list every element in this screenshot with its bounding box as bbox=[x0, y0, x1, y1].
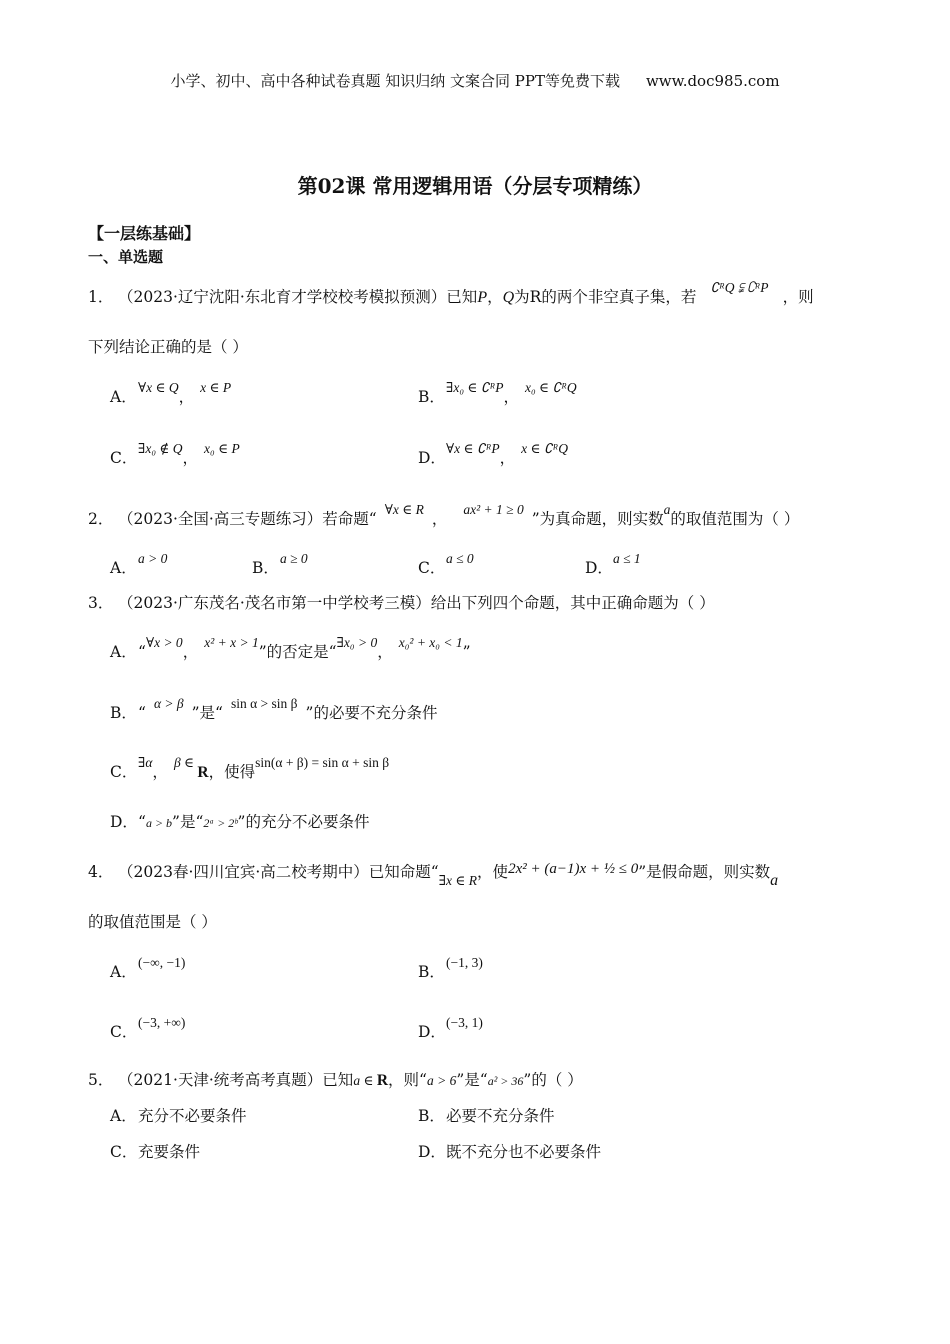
option-3C[interactable] bbox=[110, 755, 390, 782]
math-expression: ∀x ∈ R bbox=[384, 502, 424, 517]
question-number: 4． bbox=[88, 863, 114, 881]
question-text: ，则 bbox=[782, 288, 814, 306]
math-expression: ∃x ∈ R bbox=[438, 873, 478, 888]
option-label: B． bbox=[252, 559, 279, 577]
math-expression: ∃x₀ ∉ Q bbox=[138, 441, 183, 456]
math-var: a bbox=[770, 872, 779, 889]
option-label: C． bbox=[110, 763, 138, 781]
option-4C[interactable] bbox=[110, 1015, 186, 1042]
question-1 bbox=[88, 280, 814, 307]
punct: ， bbox=[152, 763, 168, 781]
math-expression: a ∈ bbox=[353, 1073, 377, 1088]
math-var: a bbox=[663, 502, 671, 517]
question-text: ，使 bbox=[477, 863, 509, 881]
option-1B[interactable] bbox=[418, 380, 577, 407]
question-number: 5． bbox=[88, 1071, 114, 1089]
math-expression: ∃x₀ > 0 bbox=[336, 635, 378, 650]
option-text: ，使得 bbox=[208, 763, 256, 781]
math-expression: (−3, +∞) bbox=[138, 1015, 186, 1030]
option-text: 既不充分也不必要条件 bbox=[446, 1143, 602, 1161]
math-expression: (−1, 3) bbox=[446, 955, 483, 970]
real-numbers-symbol: R bbox=[197, 764, 209, 781]
question-text: （2021·天津·统考高考真题）已知 bbox=[118, 1071, 354, 1089]
header-site[interactable]: www.doc985.com bbox=[645, 72, 780, 90]
option-text: 充要条件 bbox=[138, 1143, 201, 1161]
page-title: 第02课 常用逻辑用语（分层专项精练） bbox=[297, 174, 653, 198]
option-label: D． bbox=[418, 449, 446, 467]
option-text: ”是“ bbox=[191, 704, 223, 722]
math-expression: x ∈ P bbox=[200, 380, 232, 395]
question-text: ”是“ bbox=[456, 1071, 488, 1089]
option-2A[interactable] bbox=[110, 551, 168, 578]
option-3D[interactable] bbox=[110, 810, 369, 832]
option-label: A． bbox=[110, 963, 137, 981]
option-4A[interactable] bbox=[110, 955, 186, 982]
math-expression: x₀ ∈ ∁ᴿQ bbox=[524, 380, 577, 395]
math-expression: x₀² + x₀ < 1 bbox=[398, 635, 463, 650]
math-expression: 2x² + (a−1)x + ½ ≤ 0 bbox=[508, 861, 639, 877]
option-label: A． bbox=[110, 388, 137, 406]
punct: “ bbox=[138, 704, 146, 722]
question-5 bbox=[88, 1068, 583, 1090]
option-1C[interactable] bbox=[110, 441, 240, 468]
question-number: 1． bbox=[88, 288, 114, 306]
question-2 bbox=[88, 502, 800, 529]
option-label: C． bbox=[418, 559, 446, 577]
option-label: D． bbox=[585, 559, 613, 577]
option-label: D． bbox=[418, 1023, 446, 1041]
option-label: B． bbox=[418, 963, 445, 981]
option-5D[interactable] bbox=[418, 1140, 601, 1162]
option-5A[interactable] bbox=[110, 1104, 247, 1126]
punct: ， bbox=[499, 449, 516, 467]
question-4 bbox=[88, 860, 779, 889]
option-5C[interactable] bbox=[110, 1140, 200, 1162]
option-2B[interactable] bbox=[252, 551, 308, 578]
question-text: （2023·广东茂名·茂名市第一中学校考三模）给出下列四个命题，其中正确命题为（ ） bbox=[118, 594, 715, 612]
math-expression: sin α > sin β bbox=[230, 696, 298, 711]
math-expression: ax² + 1 ≥ 0 bbox=[463, 502, 524, 517]
level-heading: 【一层练基础】 bbox=[88, 224, 201, 243]
question-text: ”是假命题，则实数 bbox=[638, 863, 771, 881]
option-text: ”的充分不必要条件 bbox=[237, 813, 370, 831]
math-expression: x² + x > 1 bbox=[204, 635, 259, 650]
punct: “ bbox=[138, 813, 146, 831]
option-text: ”的否定是“ bbox=[258, 643, 337, 661]
option-label: B． bbox=[110, 704, 137, 722]
math-expression: (−3, 1) bbox=[446, 1015, 483, 1030]
math-expression: ∃α bbox=[138, 755, 153, 770]
math-expression: ∃x₀ ∈ ∁ᴿP bbox=[446, 380, 504, 395]
math-expression: ∀x ∈ ∁ᴿP bbox=[446, 441, 500, 456]
math-expression: sin(α + β) = sin α + sin β bbox=[255, 755, 390, 770]
math-var: Q bbox=[502, 289, 515, 306]
option-label: C． bbox=[110, 449, 138, 467]
question-1-continuation: 下列结论正确的是（ ） bbox=[88, 338, 248, 356]
option-text: ”的必要不充分条件 bbox=[305, 704, 438, 722]
option-text: 必要不充分条件 bbox=[446, 1107, 555, 1125]
section-heading: 一、单选题 bbox=[88, 248, 164, 266]
math-expression: x₀ ∈ P bbox=[204, 441, 240, 456]
option-5B[interactable] bbox=[418, 1104, 555, 1126]
math-expression: a ≥ 0 bbox=[280, 551, 308, 566]
question-text: 的取值范围为（ ） bbox=[670, 510, 800, 528]
punct: ， bbox=[431, 510, 448, 528]
math-expression: x ∈ ∁ᴿQ bbox=[521, 441, 569, 456]
question-text: （2023春·四川宜宾·高二校考期中）已知命题“ bbox=[118, 863, 439, 881]
punct: ， bbox=[503, 388, 519, 406]
math-expression: a ≤ 1 bbox=[613, 551, 641, 566]
question-text: （2023·辽宁沈阳·东北育才学校校考模拟预测）已知 bbox=[118, 288, 478, 306]
page-header bbox=[0, 70, 950, 91]
math-expression: a > 6 bbox=[426, 1073, 457, 1088]
punct: ， bbox=[182, 449, 199, 467]
math-expression: β ∈ bbox=[173, 755, 198, 770]
question-3 bbox=[88, 591, 715, 613]
option-2C[interactable] bbox=[418, 551, 474, 578]
punct: ， bbox=[182, 643, 199, 661]
math-expression: a > 0 bbox=[138, 551, 168, 566]
option-label: C． bbox=[110, 1023, 138, 1041]
option-label: B． bbox=[418, 388, 445, 406]
option-label: D． bbox=[418, 1143, 446, 1161]
math-expression: ∁ᴿQ ⫋ ∁ᴿP bbox=[710, 280, 769, 295]
option-2D[interactable] bbox=[585, 551, 641, 578]
question-text: ”的（ ） bbox=[523, 1071, 583, 1089]
option-label: D． bbox=[110, 813, 138, 831]
header-text: 小学、初中、高中各种试卷真题 知识归纳 文案合同 PPT等免费下载 bbox=[170, 72, 620, 90]
option-4D[interactable] bbox=[418, 1015, 483, 1042]
question-text: ，则“ bbox=[388, 1071, 427, 1089]
option-1D[interactable] bbox=[418, 441, 569, 468]
math-expression: a > b bbox=[145, 816, 173, 830]
question-4-continuation: 的取值范围是（ ） bbox=[88, 913, 217, 931]
question-number: 2． bbox=[88, 510, 114, 528]
math-expression: α > β bbox=[153, 696, 184, 711]
punct: ， bbox=[487, 288, 503, 306]
real-numbers-symbol: R bbox=[376, 1072, 389, 1089]
option-1A[interactable] bbox=[110, 380, 232, 407]
math-expression: 2ᵃ > 2ᵇ bbox=[203, 816, 238, 830]
question-text: ”为真命题，则实数 bbox=[531, 510, 664, 528]
math-expression: a² > 36 bbox=[487, 1074, 524, 1088]
option-label: B． bbox=[418, 1107, 445, 1125]
question-text: 为R的两个非空真子集，若 bbox=[514, 288, 697, 306]
question-text: （2023·全国·高三专题练习）若命题“ bbox=[118, 510, 377, 528]
option-label: A． bbox=[110, 559, 137, 577]
option-3A[interactable] bbox=[110, 635, 471, 662]
option-3B[interactable] bbox=[110, 696, 438, 723]
option-label: C． bbox=[110, 1143, 138, 1161]
math-expression: ∀x ∈ Q bbox=[138, 380, 179, 395]
question-number: 3． bbox=[88, 594, 114, 612]
option-label: A． bbox=[110, 1107, 137, 1125]
option-label: A． bbox=[110, 643, 137, 661]
punct: “ bbox=[138, 643, 146, 661]
option-text: ”是“ bbox=[172, 813, 204, 831]
option-text: 充分不必要条件 bbox=[138, 1107, 247, 1125]
math-expression: (−∞, −1) bbox=[138, 955, 186, 970]
punct: ” bbox=[462, 643, 471, 661]
math-expression: ∀x > 0 bbox=[145, 635, 183, 650]
punct: ， bbox=[178, 388, 195, 406]
math-var: P bbox=[477, 289, 488, 306]
option-4B[interactable] bbox=[418, 955, 483, 982]
math-expression: a ≤ 0 bbox=[446, 551, 474, 566]
punct: ， bbox=[377, 643, 393, 661]
